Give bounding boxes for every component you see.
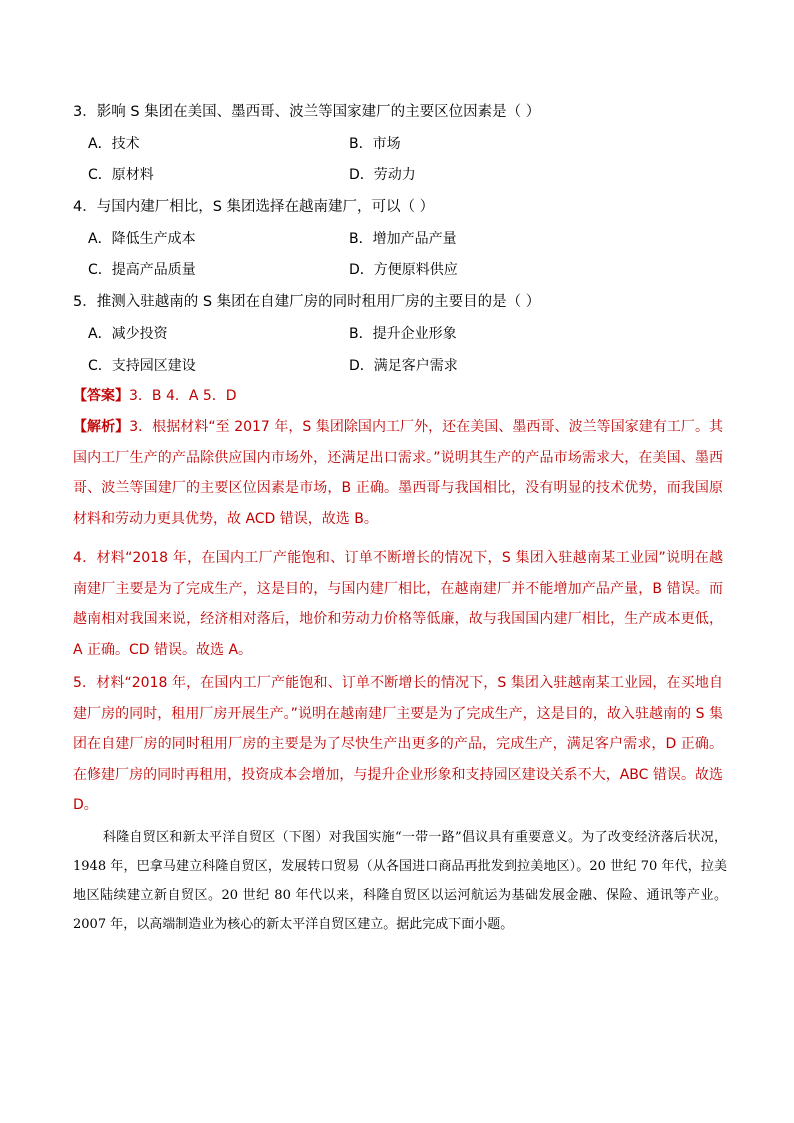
question-3-stem: 3．影响 S 集团在美国、墨西哥、波兰等国家建厂的主要区位因素是（ ） <box>73 104 541 120</box>
explanation-3-text: 3．根据材料“至 2017 年，S 集团除国内工厂外，还在美国、墨西哥、波兰等国家建有工厂。其国内工厂生产的产品除供应国内市场外，还满足出口需求。”说明其生产的产品市场需求大，在美国、墨西哥、波兰等国建厂的主要区位因素是市场，B 正确。墨西哥与我国相比，没有明显的技术优势，而我国原材料和劳动力更具优势，故 ACD 错误，故选 B。 <box>73 419 724 527</box>
explanation-tag: 【解析】 <box>73 419 130 435</box>
explanation-4: 4．材料“2018 年，在国内工厂产能饱和、订单不断增长的情况下，S 集团入驻越南某工业园”说明在越南建厂主要是为了完成生产，这是目的，与国内建厂相比，在越南建厂并不能增加产品产量，B 错误。而越南相对我国来说，经济相对落后，地价和劳动力价格等低廉，故与我国国内建厂相比，生产成本更低，A 正确。CD 错误。故选 A。 <box>73 550 723 658</box>
answer-line <box>73 386 237 406</box>
question-4-option-c: C．提高产品质量 <box>88 262 196 278</box>
question-3-option-d: D．劳动力 <box>349 167 416 183</box>
question-4-option-d: D．方便原料供应 <box>349 262 458 278</box>
question-5-option-a: A．减少投资 <box>88 326 168 342</box>
question-5-option-b: B．提升企业形象 <box>349 326 457 342</box>
explanation-3 <box>73 412 723 534</box>
explanation-5: 5．材料“2018 年，在国内工厂产能饱和、订单不断增长的情况下，S 集团入驻越南某工业园，在买地自建厂房的同时，租用厂房开展生产。”说明在越南建厂主要是为了完成生产，这是目的，故入驻越南的 S 集团在自建厂房的同时租用厂房的主要是为了尽快生产出更多的产品，完成生产，满足客户需求，D 正确。在修建厂房的同时再租用，投资成本会增加，与提升企业形象和支持园区建设关系不大，ABC 错误。故选 D。 <box>73 675 723 813</box>
question-5-stem: 5．推测入驻越南的 S 集团在自建厂房的同时租用厂房的主要目的是（ ） <box>73 294 541 310</box>
material-paragraph: 科隆自贸区和新太平洋自贸区（下图）对我国实施“一带一路”倡议具有重要意义。为了改变经济落后状况，1948 年，巴拿马建立科隆自贸区，发展转口贸易（从各国进口商品再批发到拉美地区）。20 世纪 70 年代，拉美地区陆续建立新自贸区。20 世纪 80 年代以来，科隆自贸区以运河航运为基础发展金融、保险、通讯等产业。2007 年，以高端制造业为核心的新太平洋自贸区建立。据此完成下面小题。 <box>73 830 727 932</box>
answer-tag: 【答案】 <box>73 388 129 404</box>
question-3-option-b: B．市场 <box>349 136 401 152</box>
answer-text: 3．B 4．A 5．D <box>129 388 237 404</box>
question-4-stem: 4．与国内建厂相比，S 集团选择在越南建厂，可以（ ） <box>73 199 435 215</box>
question-4-option-a: A．降低生产成本 <box>88 231 196 247</box>
question-3-option-a: A．技术 <box>88 136 140 152</box>
question-5-option-c: C．支持园区建设 <box>88 358 196 374</box>
question-5-option-d: D．满足客户需求 <box>349 358 458 374</box>
question-4-option-b: B．增加产品产量 <box>349 231 457 247</box>
question-3-option-c: C．原材料 <box>88 167 154 183</box>
